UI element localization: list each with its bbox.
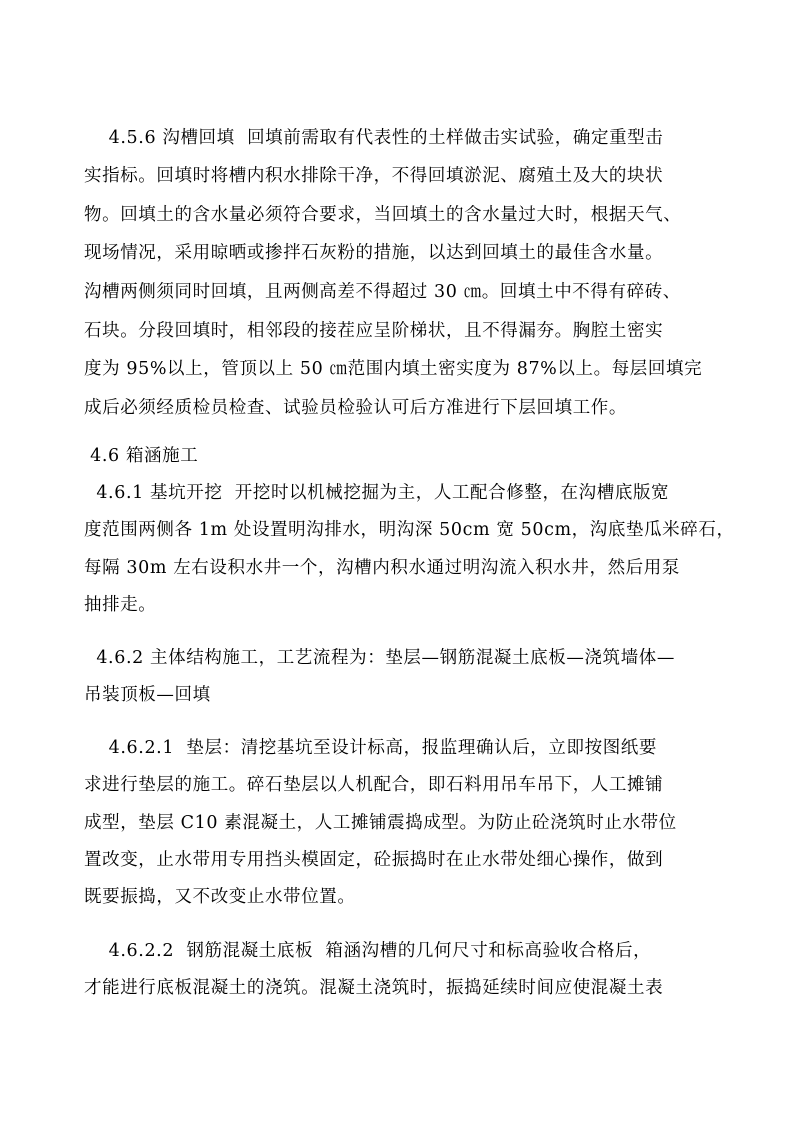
paragraph-line: 4.6.2 主体结构施工，工艺流程为：垫层—钢筋混凝土底板—浇筑墙体— xyxy=(84,648,675,668)
paragraph-line: 每隔 30m 左右设积水井一个，沟槽内积水通过明沟流入积水井，然后用泵 xyxy=(84,558,680,578)
paragraph-line: 现场情况，采用晾晒或掺拌石灰粉的措施，以达到回填土的最佳含水量。 xyxy=(84,243,664,263)
paragraph-line: 4.6.1 基坑开挖 开挖时以机械挖掘为主，人工配合修整，在沟槽底版宽 xyxy=(84,483,670,503)
paragraph-line: 既要振捣，又不改变止水带位置。 xyxy=(84,887,356,907)
paragraph-line: 置改变，止水带用专用挡头模固定，砼振捣时在止水带处细心操作，做到 xyxy=(84,850,664,870)
section-heading: 4.6 箱涵施工 xyxy=(84,446,199,466)
paragraph-line: 吊装顶板—回填 xyxy=(84,685,211,705)
paragraph-line: 4.6.2.1 垫层：清挖基坑至设计标高，报监理确认后，立即按图纸要 xyxy=(84,738,657,758)
paragraph-line: 物。回填土的含水量必须符合要求，当回填土的含水量过大时，根据天气、 xyxy=(84,205,682,225)
paragraph-line: 抽排走。 xyxy=(84,595,157,615)
paragraph-line: 成型，垫层 C10 素混凝土，人工摊铺震捣成型。为防止砼浇筑时止水带位 xyxy=(84,813,677,833)
paragraph-line: 度为 95%以上，管顶以上 50 ㎝范围内填土密实度为 87%以上。每层回填完 xyxy=(84,359,703,379)
paragraph-line: 沟槽两侧须同时回填，且两侧高差不得超过 30 ㎝。回填土中不得有碎砖、 xyxy=(84,282,681,302)
paragraph-line: 求进行垫层的施工。碎石垫层以人机配合，即石料用吊车吊下，人工摊铺 xyxy=(84,775,664,795)
paragraph-line: 才能进行底板混凝土的浇筑。混凝土浇筑时，振捣延续时间应使混凝土表 xyxy=(84,978,664,998)
paragraph-line: 石块。分段回填时，相邻段的接茬应呈阶梯状，且不得漏夯。胸腔土密实 xyxy=(84,321,664,341)
paragraph-line: 4.6.2.2 钢筋混凝土底板 箱涵沟槽的几何尺寸和标高验收合格后， xyxy=(84,941,652,961)
paragraph-line: 成后必须经质检员检查、试验员检验认可后方准进行下层回填工作。 xyxy=(84,398,627,418)
paragraph-line: 4.5.6 沟槽回填 回填前需取有代表性的土样做击实试验，确定重型击 xyxy=(84,128,664,148)
paragraph-line: 实指标。回填时将槽内积水排除干净，不得回填淤泥、腐殖土及大的块状 xyxy=(84,166,664,186)
paragraph-line: 度范围两侧各 1m 处设置明沟排水，明沟深 50cm 宽 50cm，沟底垫瓜米碎石， xyxy=(84,520,735,540)
